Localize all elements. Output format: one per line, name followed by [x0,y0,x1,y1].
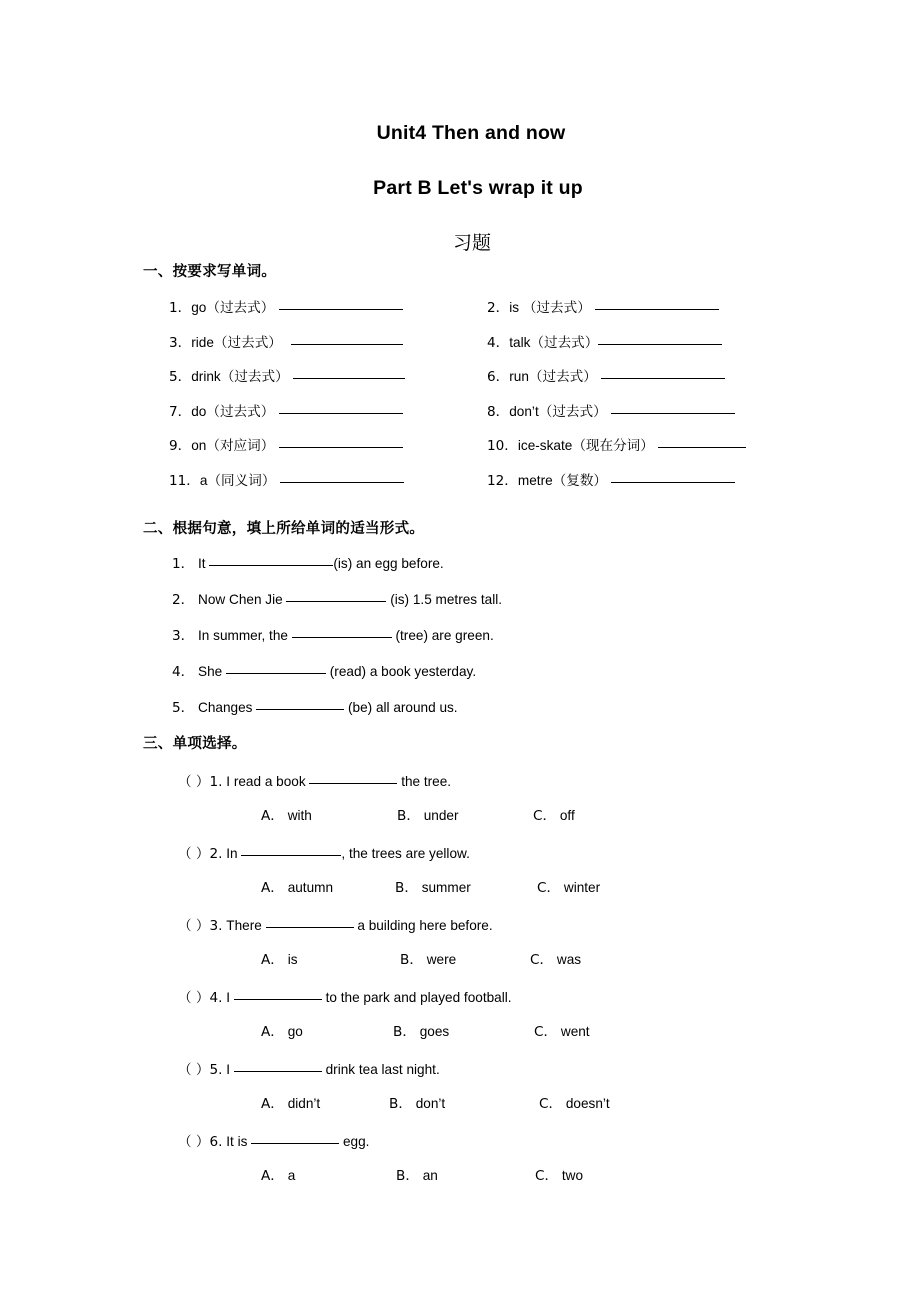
word-item-hint: （对应词） [206,438,275,454]
option-c[interactable] [535,1166,583,1186]
word-item-term: do [191,403,207,419]
fill-item-after: (is) 1.5 metres tall. [386,592,503,607]
answer-blank[interactable] [266,914,354,928]
stem-before: There [226,918,266,933]
fill-row [0,660,920,696]
word-item-6 [487,365,725,387]
option-label: B． [400,952,423,968]
word-row [0,469,920,504]
word-item-hint: （同义词） [207,472,276,489]
answer-blank[interactable] [234,986,322,1000]
option-c[interactable] [530,950,581,970]
option-a[interactable] [261,1094,320,1114]
choice-question-number: 3. [209,918,223,934]
word-item-term: drink [191,369,221,384]
option-b[interactable] [397,806,458,826]
word-item-5 [169,365,405,387]
word-item-term: metre [517,472,553,488]
answer-bracket[interactable]: （ ） [178,846,210,862]
word-item-hint: （过去式） [206,403,275,420]
option-text: two [561,1168,584,1183]
option-c[interactable] [537,878,600,898]
word-item-hint: （现在分词） [572,438,654,454]
option-label: C． [534,1024,558,1040]
word-item-term: a [199,472,208,488]
word-item-4 [487,331,722,353]
choice-question-stem [178,986,512,1008]
option-label: C． [533,808,557,824]
fill-item-number: 1． [172,556,195,572]
word-item-number: 6． [487,369,510,385]
stem-after: drink tea last night. [321,1062,440,1077]
word-row [0,400,920,435]
word-item-number: 10． [487,438,518,454]
choice-question-1 [0,770,920,806]
answer-blank[interactable] [256,696,344,710]
word-item-12 [487,469,735,491]
page-kicker: 习题 [452,231,491,254]
option-text: went [560,1024,590,1039]
word-item-number: 8． [487,403,510,420]
option-text: doesn’t [565,1096,610,1111]
choice-question-3 [0,914,920,950]
page-title: Unit4 Then and now [376,122,566,144]
answer-blank[interactable] [280,469,404,483]
answer-bracket[interactable]: （ ） [178,774,210,790]
choice-options-5 [0,1094,920,1130]
option-text: winter [563,880,601,895]
option-a[interactable] [261,950,298,970]
fill-row [0,624,920,660]
choice-question-number: 2. [209,846,223,862]
page-subtitle: Part B Let's wrap it up [373,177,583,200]
stem-after: egg. [339,1134,370,1149]
answer-blank[interactable] [279,400,403,414]
option-text: summer [421,880,471,895]
choice-question-5 [0,1058,920,1094]
option-text: go [287,1024,303,1039]
word-row [0,434,920,469]
word-item-number: 9． [169,438,192,454]
choice-question-stem [178,914,493,936]
answer-blank[interactable] [595,296,719,310]
word-item-hint: （过去式） [538,403,607,420]
option-text: don’t [415,1096,446,1111]
word-item-2 [487,296,719,318]
answer-bracket[interactable]: （ ） [178,918,210,934]
fill-item-number: 5． [172,700,195,716]
answer-blank[interactable] [601,365,725,379]
fill-item-before: Changes [198,700,257,715]
fill-item-before: It [198,556,210,571]
fill-item-before: Now Chen Jie [198,592,287,607]
answer-blank[interactable] [611,400,735,414]
fill-item-before: She [198,664,226,679]
word-item-hint: （复数） [552,472,608,489]
choice-options-4 [0,1022,920,1058]
option-text: is [287,952,298,967]
word-item-number: 12． [487,472,518,489]
answer-bracket[interactable]: （ ） [178,990,210,1006]
word-item-term: talk [509,334,531,350]
word-item-term: go [191,300,207,315]
fill-item-before: In summer, the [198,628,292,643]
option-label: B． [395,880,418,896]
answer-blank[interactable] [291,331,403,345]
fill-item-number: 2． [172,592,195,608]
option-a[interactable] [261,806,312,826]
stem-before: I [226,1062,234,1077]
word-item-number: 11． [169,472,200,489]
word-item-hint: （过去式） [206,300,275,316]
fill-item-4 [172,660,476,682]
answer-blank[interactable] [611,469,735,483]
fill-item-number: 4． [172,664,195,680]
word-item-term: run [509,369,529,384]
fill-item-5 [172,696,458,718]
choice-options-1 [0,806,920,842]
word-item-term: ice-skate [517,438,573,453]
option-b[interactable] [389,1094,445,1114]
option-a[interactable] [261,1166,295,1186]
choice-question-stem [178,770,451,792]
option-label: A． [261,1024,284,1040]
word-row [0,365,920,400]
choice-options-2 [0,878,920,914]
stem-after: the tree. [397,774,452,789]
word-item-hint: （过去式） [220,369,289,385]
word-item-number: 4． [487,334,510,351]
word-item-number: 1． [169,300,192,316]
answer-blank[interactable] [286,588,386,602]
word-row [0,296,920,331]
option-label: B． [397,808,420,824]
option-b[interactable] [393,1022,449,1042]
option-label: A． [261,1168,284,1184]
option-label: B． [396,1168,419,1184]
word-item-hint: （过去式） [530,334,599,351]
option-a[interactable] [261,1022,303,1042]
option-text: an [422,1168,438,1183]
option-b[interactable] [396,1166,438,1186]
option-text: was [556,952,582,967]
option-text: didn’t [287,1096,321,1111]
option-b[interactable] [400,950,456,970]
stem-before: I read a book [226,774,310,789]
title-block [0,0,920,255]
option-label: A． [261,952,284,968]
option-a[interactable] [261,878,333,898]
word-item-term: on [191,438,207,453]
answer-blank[interactable] [658,434,746,448]
option-text: were [426,952,457,967]
answer-blank[interactable] [293,365,405,379]
option-label: A． [261,1096,284,1112]
choice-question-stem [178,1058,440,1080]
word-item-number: 2． [487,300,510,316]
fill-item-3 [172,624,494,646]
option-label: C． [537,880,561,896]
answer-blank[interactable] [209,552,333,566]
fill-item-2 [172,588,502,610]
choice-question-number: 6. [209,1134,223,1150]
choice-question-stem [178,1130,369,1152]
option-label: C． [535,1168,559,1184]
choice-question-number: 5. [209,1062,223,1078]
word-item-9 [169,434,403,456]
word-item-term: is [509,300,523,315]
option-label: C． [539,1096,563,1112]
word-item-11 [169,469,404,491]
stem-after: to the park and played football. [321,990,512,1005]
option-text: with [287,808,312,823]
option-label: B． [389,1096,412,1112]
word-item-hint: （过去式） [213,334,282,351]
stem-after: , the trees are yellow. [341,846,470,861]
word-item-number: 7． [169,403,192,420]
fill-item-after: (read) a book yesterday. [326,664,477,679]
stem-before: I [226,990,234,1005]
answer-blank[interactable] [234,1058,322,1072]
fill-item-1 [172,552,444,574]
answer-blank[interactable] [292,624,392,638]
answer-blank[interactable] [279,296,403,310]
answer-blank[interactable] [251,1130,339,1144]
word-item-number: 3． [169,334,192,351]
option-c[interactable] [534,1022,590,1042]
fill-row [0,696,920,732]
word-item-term: don’t [509,403,539,419]
answer-bracket[interactable]: （ ） [178,1062,210,1078]
section-1-heading: 一、按要求写单词。 [143,264,277,280]
option-label: B． [393,1024,416,1040]
word-item-hint: （过去式） [522,300,591,316]
option-label: A． [261,808,284,824]
word-item-3 [169,331,403,353]
option-b[interactable] [395,878,471,898]
option-c[interactable] [539,1094,610,1114]
section-2-heading: 二、根据句意，填上所给单词的适当形式。 [143,521,425,537]
option-c[interactable] [533,806,575,826]
option-text: a [287,1168,296,1183]
stem-before: It is [226,1134,252,1149]
section-3-heading: 三、单项选择。 [143,736,247,752]
fill-item-number: 3． [172,628,195,644]
option-label: A． [261,880,284,896]
choice-question-2 [0,842,920,878]
fill-row [0,552,920,588]
answer-blank[interactable] [241,842,341,856]
option-text: autumn [287,880,334,895]
fill-item-after: (be) all around us. [344,700,458,715]
fill-item-after: (is) an egg before. [333,556,444,571]
fill-item-after: (tree) are green. [391,628,494,643]
stem-after: a building here before. [353,918,493,933]
answer-blank[interactable] [226,660,326,674]
word-item-term: ride [191,334,214,350]
answer-blank[interactable] [309,770,397,784]
section-3-choice-list [0,770,920,1202]
word-item-10 [487,434,746,456]
choice-options-6 [0,1166,920,1202]
choice-question-number: 1. [209,774,223,790]
fill-row [0,588,920,624]
word-item-1 [169,296,403,318]
section-1-word-list [0,296,920,503]
word-item-number: 5． [169,369,192,385]
option-text: under [423,808,459,823]
choice-question-6 [0,1130,920,1166]
choice-question-number: 4. [209,990,223,1006]
stem-before: In [226,846,242,861]
option-text: goes [419,1024,450,1039]
answer-bracket[interactable]: （ ） [178,1134,210,1150]
word-item-7 [169,400,403,422]
choice-question-stem [178,842,470,864]
choice-question-4 [0,986,920,1022]
option-text: off [559,808,575,823]
word-item-8 [487,400,735,422]
word-row [0,331,920,366]
word-item-hint: （过去式） [528,369,597,385]
option-label: C． [530,952,554,968]
answer-blank[interactable] [279,434,403,448]
choice-options-3 [0,950,920,986]
section-2-fill-list [0,552,920,732]
answer-blank[interactable] [598,331,722,345]
